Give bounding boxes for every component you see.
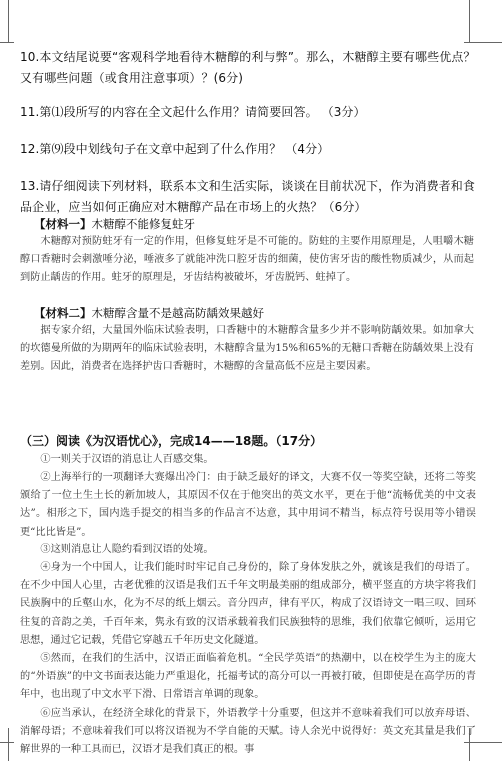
material-2-label: 【材料二】 xyxy=(34,306,92,320)
crop-mark-top-left-v xyxy=(8,0,9,42)
crop-mark-top-right-h xyxy=(464,42,502,43)
paragraph-4: ④身为一个中国人，让我们能时时牢记自己身份的，除了身体发肤之外，就该是我们的母语了。在不少中国人心里，古老优雅的汉语是我们五千年文明最美丽的组成部分，横平竖直的方块字将我们民族胸中的丘壑山水，化为不尽的纸上烟云。音分四声，律有平仄，构成了汉语诗文一唱三叹、回环往复的音韵之美，千百年来，隽永有致的汉语承载着我们民族独特的思维，我们依靠它倾听，运用它思想，通过它记载，凭借它穿越五千年历史文化隧道。 xyxy=(20,562,476,646)
material-1-title: 木糖醇不能修复蛀牙 xyxy=(91,217,195,231)
material-1-label: 【材料一】 xyxy=(34,217,92,231)
paragraph-1: ①一则关于汉语的消息让人百感交集。 xyxy=(40,454,214,465)
material-2-heading xyxy=(34,305,264,321)
question-11: 11.第⑴段所写的内容在全文起什么作用？请简要回答。 （3分） xyxy=(20,105,366,119)
paragraph-2: ②上海举行的一项翻译大赛爆出冷门：由于缺乏最好的译文，大赛不仅一等奖空缺，还将二等奖颁给了一位土生土长的新加坡人，其原因不仅在于他突出的英文水平，更在于他“流畅优美的中文表达”。相形之下，国内选手提交的相当多的作品言不达意，其中用词不精当，标点符号误用等小错误更“比比皆是”。 xyxy=(20,472,476,538)
crop-mark-bottom-left-h xyxy=(0,742,14,743)
paragraph-3: ③这则消息让人隐约看到汉语的处境。 xyxy=(40,544,214,555)
paragraph-5: ⑤然而，在我们的生活中，汉语正面临着危机。“全民学英语”的热潮中，以在校学生为主的庞大的“外语族”的中文书面表达能力严重退化，托福考试的高分可以一再被打破，但即使是在高学历的青年中，也出现了中文水平下滑、日常语言单调的现象。 xyxy=(20,653,476,701)
crop-mark-bottom-left-v xyxy=(8,728,9,761)
crop-mark-top-right-v xyxy=(469,0,470,42)
material-1-body: 木糖醇对预防蛀牙有一定的作用，但修复蛀牙是不可能的。防蛀的主要作用原理是，人咀嚼木糖醇口香糖时会刺激唾分泌，唾液多了就能冲洗口腔牙齿的细菌，使仿害牙齿的酸性物质减少，从而起到防止龋齿的作用。蛀牙的原理是，牙齿结构被破坏，牙齿脱钙、蛀掉了。 xyxy=(20,236,474,283)
material-2-body: 据专家介绍，大量国外临床试验表明，口香糖中的木糖醇含量多少并不影响防龋效果。如加拿大的坎德曼所做的为期两年的临床试验表明，木糖醇含量为15%和65%的无糖口香糖在防龋效果上没有差别。因此，消费者在选择护齿口香糖时，木糖醇的含量高低不应是主要因素。 xyxy=(20,325,474,372)
question-12: 12.第⑼段中划线句子在文章中起到了什么作用？ （4分） xyxy=(20,142,330,156)
material-1-heading xyxy=(34,216,195,232)
paragraph-6: ⑥应当承认，在经济全球化的背景下，外语教学十分重要，但这并不意味着我们可以放弃母语、消解母语；不意味着我们可以将汉语视为不学自能的天赋。诗人余光中说得好：英文充其量是我们了解世界的一种工具而已，汉语才是我们真正的根。事 xyxy=(20,708,476,756)
question-10: 10.本文结尾说要“客观科学地看待木糖醇的利与弊”。那么，木糖醇主要有哪些优点？又有哪些问题（或食用注意事项）？(6分) xyxy=(20,50,476,85)
question-13: 13.请仔细阅读下列材料，联系本文和生活实际，谈谈在目前状况下，作为消费者和食品企业，应当如何正确应对木糖醇产品在市场上的火热？（6分） xyxy=(20,179,475,214)
material-2-title: 木糖醇含量不是越高防龋效果越好 xyxy=(91,306,264,320)
crop-mark-top-left-h xyxy=(0,42,14,43)
section-3-title: （三）阅读《为汉语忧心》，完成14——18题。（17分） xyxy=(20,434,323,448)
